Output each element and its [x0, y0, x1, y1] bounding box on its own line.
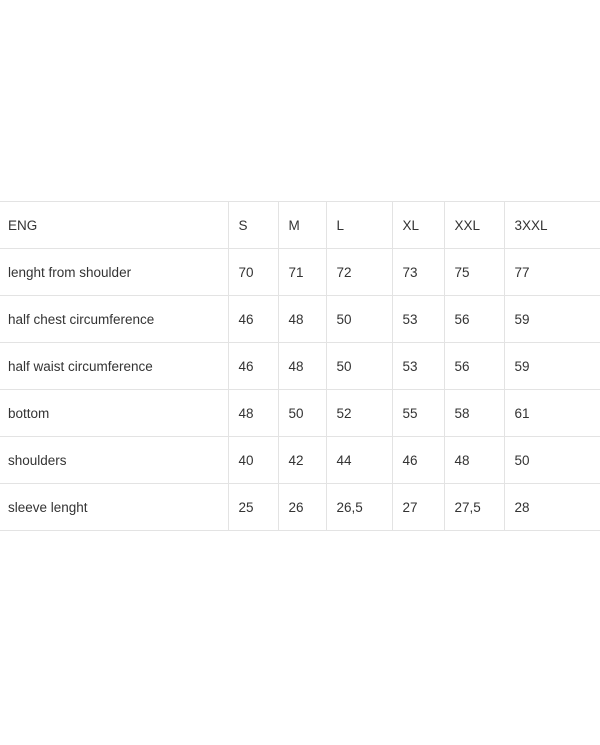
- size-chart-table: [0, 201, 600, 531]
- cell-xxl: 48: [444, 437, 504, 484]
- table-header-row: [0, 202, 600, 249]
- column-header-xxl: XXL: [444, 202, 504, 249]
- cell-m: 48: [278, 296, 326, 343]
- table-row: [0, 249, 600, 296]
- cell-m: 48: [278, 343, 326, 390]
- cell-xl: 73: [392, 249, 444, 296]
- cell-l: 72: [326, 249, 392, 296]
- cell-m: 42: [278, 437, 326, 484]
- cell-3xxl: 61: [504, 390, 600, 437]
- cell-s: 48: [228, 390, 278, 437]
- cell-s: 46: [228, 343, 278, 390]
- cell-m: 50: [278, 390, 326, 437]
- column-header-xl: XL: [392, 202, 444, 249]
- cell-l: 50: [326, 296, 392, 343]
- cell-l: 50: [326, 343, 392, 390]
- cell-3xxl: 59: [504, 343, 600, 390]
- cell-l: 26,5: [326, 484, 392, 531]
- cell-s: 70: [228, 249, 278, 296]
- table-row: [0, 390, 600, 437]
- cell-xxl: 56: [444, 343, 504, 390]
- column-header-l: L: [326, 202, 392, 249]
- column-header-m: M: [278, 202, 326, 249]
- row-label: half chest circumference: [0, 296, 228, 343]
- cell-s: 40: [228, 437, 278, 484]
- cell-s: 46: [228, 296, 278, 343]
- cell-3xxl: 77: [504, 249, 600, 296]
- cell-xl: 46: [392, 437, 444, 484]
- cell-l: 44: [326, 437, 392, 484]
- table-row: [0, 437, 600, 484]
- cell-m: 71: [278, 249, 326, 296]
- cell-xl: 53: [392, 296, 444, 343]
- column-header-eng: ENG: [0, 202, 228, 249]
- cell-l: 52: [326, 390, 392, 437]
- cell-xxl: 58: [444, 390, 504, 437]
- cell-xxl: 56: [444, 296, 504, 343]
- row-label: lenght from shoulder: [0, 249, 228, 296]
- table-row: [0, 484, 600, 531]
- cell-xl: 55: [392, 390, 444, 437]
- table-row: [0, 343, 600, 390]
- cell-3xxl: 50: [504, 437, 600, 484]
- column-header-3xxl: 3XXL: [504, 202, 600, 249]
- cell-xl: 27: [392, 484, 444, 531]
- cell-s: 25: [228, 484, 278, 531]
- cell-xxl: 75: [444, 249, 504, 296]
- cell-3xxl: 28: [504, 484, 600, 531]
- row-label: sleeve lenght: [0, 484, 228, 531]
- size-chart-table-wrapper: [0, 201, 600, 531]
- cell-3xxl: 59: [504, 296, 600, 343]
- row-label: bottom: [0, 390, 228, 437]
- row-label: half waist circumference: [0, 343, 228, 390]
- cell-xxl: 27,5: [444, 484, 504, 531]
- row-label: shoulders: [0, 437, 228, 484]
- cell-xl: 53: [392, 343, 444, 390]
- cell-m: 26: [278, 484, 326, 531]
- table-row: [0, 296, 600, 343]
- column-header-s: S: [228, 202, 278, 249]
